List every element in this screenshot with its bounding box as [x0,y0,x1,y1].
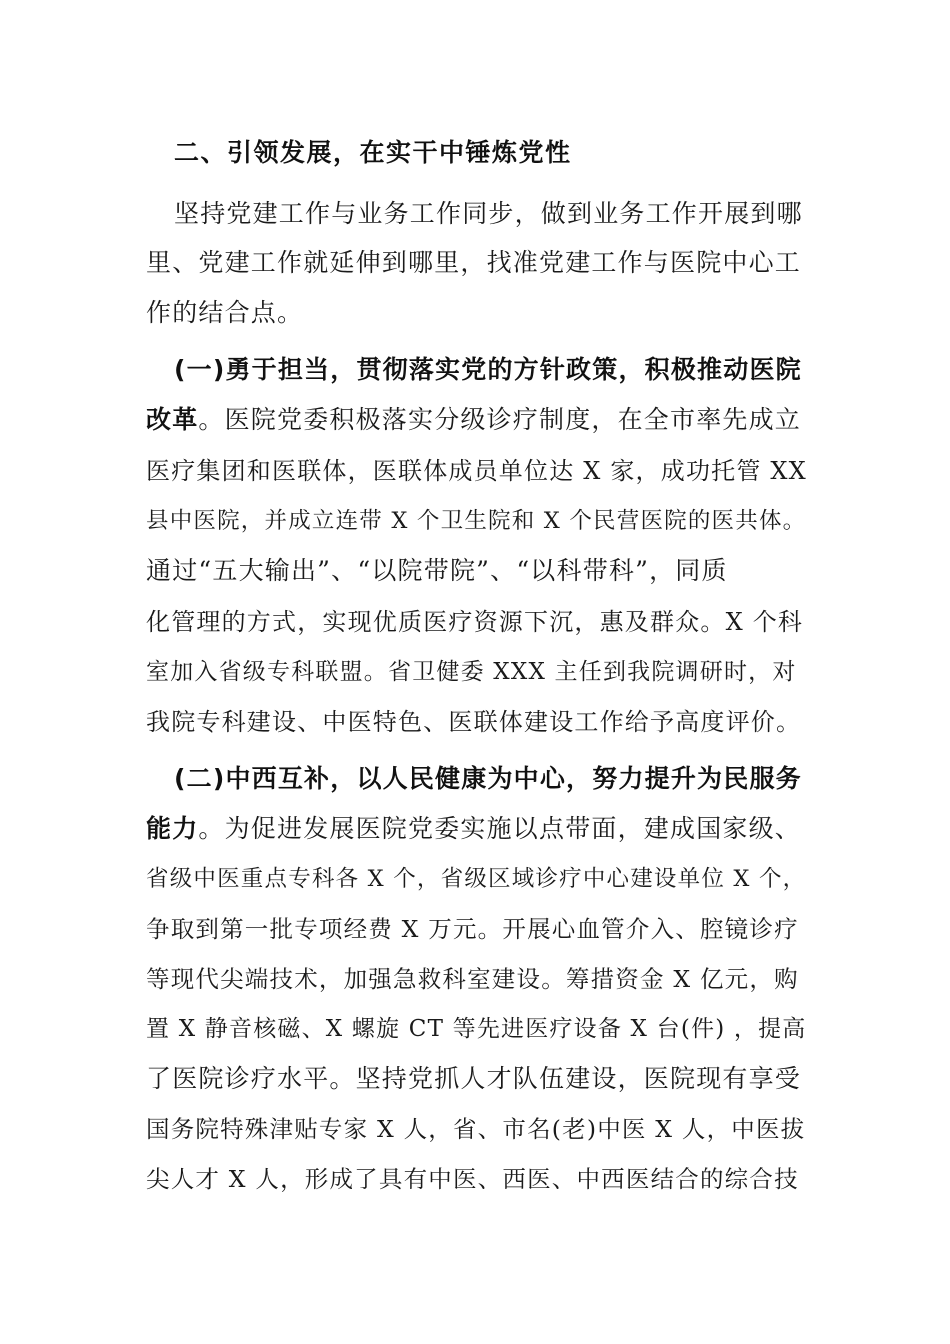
p2-line-6: 置 X 静音核磁、X 螺旋 CT 等先进医疗设备 X 台(件) ，提高 [146,1016,807,1042]
p2-line-8: 国务院特殊津贴专家 X 人，省、市名(老)中医 X 人，中医拔 [146,1115,806,1143]
p2-line-5: 等现代尖端技术，加强急救科室建设。筹措资金 X 亿元，购 [146,965,799,993]
p2-line-7: 了医院诊疗水平。坚持党抓人才队伍建设，医院现有享受 [146,1064,802,1093]
intro-line-3: 作的结合点。 [146,298,304,327]
p1-title-line-2: 改革 [146,405,199,434]
p1-line-2-rest: 。医院党委积极落实分级诊疗制度，在全市率先成立 [198,405,802,434]
p2-line-3: 省级中医重点专科各 X 个，省级区域诊疗中心建设单位 X 个， [146,866,807,892]
p1-line-2 [146,403,801,437]
section-heading: 二、引领发展，在实干中锤炼党性 [174,138,572,167]
p1-line-8: 我院专科建设、中医特色、医联体建设工作给予高度评价。 [146,708,802,736]
p2-line-9: 尖人才 X 人，形成了具有中医、西医、中西医结合的综合技 [146,1165,799,1193]
p1-line-6: 化管理的方式，实现优质医疗资源下沉，惠及群众。X 个科 [146,608,804,636]
p1-line-3: 医疗集团和医联体，医联体成员单位达 X 家，成功托管 XX [146,457,807,485]
p2-title-line-2: 能力 [146,814,199,843]
p1-line-4: 县中医院，并成立连带 X 个卫生院和 X 个民营医院的医共体。 [146,508,807,534]
intro-line-2: 里、党建工作就延伸到哪里，找准党建工作与医院中心工 [146,248,802,277]
intro-line-1: 坚持党建工作与业务工作同步，做到业务工作开展到哪 [174,199,803,228]
p1-line-5: 通过“五大输出”、“以院带院”、“以科带科”，同质 [146,556,728,585]
p2-title-line-1: (二)中西互补，以人民健康为中心，努力提升为民服务 [174,764,802,793]
p2-line-2-rest: 。为促进发展医院党委实施以点带面，建成国家级、 [198,814,802,843]
p2-line-2 [146,812,801,846]
p1-title-line-1: (一)勇于担当，贯彻落实党的方针政策，积极推动医院 [174,355,802,384]
p1-line-7: 室加入省级专科联盟。省卫健委 XXX 主任到我院调研时，对 [146,659,797,685]
p2-line-4: 争取到第一批专项经费 X 万元。开展心血管介入、腔镜诊疗 [146,915,799,943]
